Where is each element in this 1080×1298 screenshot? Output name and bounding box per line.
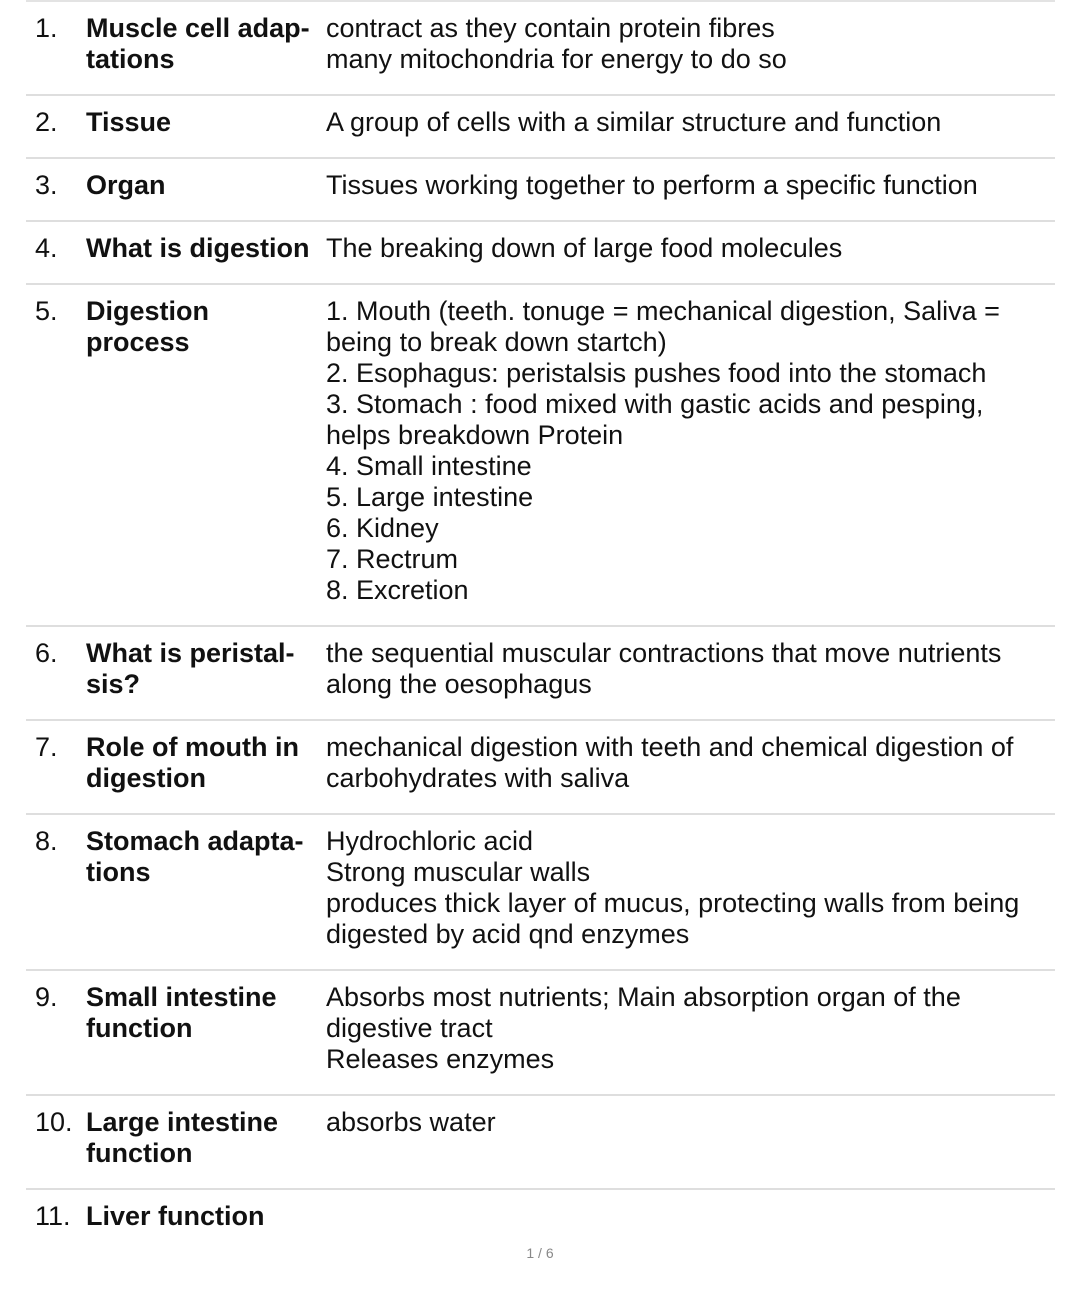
term-line: Liver function	[86, 1201, 265, 1231]
definition-line: along the oesophagus	[326, 669, 592, 699]
term-label	[86, 1201, 326, 1232]
definition-line: 7. Rectrum	[326, 544, 459, 574]
term-label	[86, 13, 326, 75]
definition-line: helps breakdown Protein	[326, 420, 624, 450]
term-row	[26, 1096, 1055, 1190]
term-row	[26, 285, 1055, 627]
row-number: 4.	[35, 233, 58, 263]
definition-text	[326, 982, 1055, 1075]
definition-line: A group of cells with a similar structure and function	[326, 107, 942, 137]
definition-line: 8. Excretion	[326, 575, 469, 605]
term-label	[86, 1107, 326, 1169]
term-row	[26, 1190, 1055, 1251]
term-label	[86, 732, 326, 794]
term-row	[26, 721, 1055, 815]
definition-line: the sequential muscular contractions that move nutrients	[326, 638, 1002, 668]
term-line: Organ	[86, 170, 166, 200]
row-number: 9.	[35, 982, 58, 1012]
definition-text	[326, 170, 1055, 201]
flashcard-document	[26, 0, 1055, 1251]
term-line: tations	[86, 44, 175, 74]
term-row	[26, 971, 1055, 1096]
definition-line: 1. Mouth (teeth. tonuge = mechanical digestion, Saliva =	[326, 296, 1000, 326]
definition-line: Tissues working together to perform a specific function	[326, 170, 978, 200]
row-number: 5.	[35, 296, 58, 326]
term-row	[26, 222, 1055, 285]
page-indicator: 1 / 6	[526, 1245, 554, 1261]
definition-text	[326, 638, 1055, 700]
definition-line: many mitochondria for energy to do so	[326, 44, 787, 74]
row-number: 7.	[35, 732, 58, 762]
row-number: 3.	[35, 170, 58, 200]
definition-line: carbohydrates with saliva	[326, 763, 630, 793]
row-number: 10.	[35, 1107, 73, 1137]
row-number: 2.	[35, 107, 58, 137]
term-label	[86, 296, 326, 358]
definition-line: contract as they contain protein fibres	[326, 13, 775, 43]
term-row	[26, 815, 1055, 971]
definition-line: 3. Stomach : food mixed with gastic acids and pesping,	[326, 389, 984, 419]
term-row	[26, 96, 1055, 159]
term-line: Role of mouth in	[86, 732, 299, 762]
definition-text	[326, 233, 1055, 264]
term-line: sis?	[86, 669, 141, 699]
term-label	[86, 826, 326, 888]
row-number: 8.	[35, 826, 58, 856]
term-row	[26, 159, 1055, 222]
definition-line: being to break down startch)	[326, 327, 667, 357]
term-line: Large intestine	[86, 1107, 279, 1137]
definition-text	[326, 296, 1055, 606]
definition-line: Absorbs most nutrients; Main absorption organ of the	[326, 982, 961, 1012]
row-number: 11.	[35, 1201, 71, 1231]
term-row	[26, 627, 1055, 721]
definition-line: Strong muscular walls	[326, 857, 591, 887]
term-line: Stomach adapta-	[86, 826, 304, 856]
term-label	[86, 638, 326, 700]
definition-line: absorbs water	[326, 1107, 496, 1137]
term-list	[26, 2, 1055, 1251]
definition-line: Hydrochloric acid	[326, 826, 534, 856]
definition-line: 5. Large intestine	[326, 482, 534, 512]
term-label	[86, 982, 326, 1044]
term-label	[86, 170, 326, 201]
term-row	[26, 2, 1055, 96]
term-line: function	[86, 1138, 193, 1168]
term-line: process	[86, 327, 190, 357]
definition-line: The breaking down of large food molecules	[326, 233, 843, 263]
term-line: Tissue	[86, 107, 172, 137]
term-line: function	[86, 1013, 193, 1043]
term-line: tions	[86, 857, 151, 887]
definition-line: 4. Small intestine	[326, 451, 532, 481]
definition-line: Releases enzymes	[326, 1044, 555, 1074]
definition-text	[326, 13, 1055, 75]
row-number: 1.	[35, 13, 58, 43]
term-label	[86, 233, 326, 264]
definition-line: mechanical digestion with teeth and chemical digestion of	[326, 732, 1014, 762]
definition-text	[326, 826, 1055, 950]
definition-line: 6. Kidney	[326, 513, 439, 543]
term-line: Muscle cell adap-	[86, 13, 310, 43]
definition-line: digestive tract	[326, 1013, 493, 1043]
term-line: What is digestion	[86, 233, 310, 263]
row-number: 6.	[35, 638, 58, 668]
term-label	[86, 107, 326, 138]
definition-text	[326, 107, 1055, 138]
definition-line: digested by acid qnd enzymes	[326, 919, 690, 949]
term-line: Digestion	[86, 296, 210, 326]
definition-text	[326, 1107, 1055, 1138]
definition-line: produces thick layer of mucus, protecting walls from being	[326, 888, 1020, 918]
term-line: What is peristal-	[86, 638, 295, 668]
term-line: digestion	[86, 763, 206, 793]
term-line: Small intestine	[86, 982, 277, 1012]
definition-text	[326, 732, 1055, 794]
definition-line: 2. Esophagus: peristalsis pushes food into the stomach	[326, 358, 987, 388]
